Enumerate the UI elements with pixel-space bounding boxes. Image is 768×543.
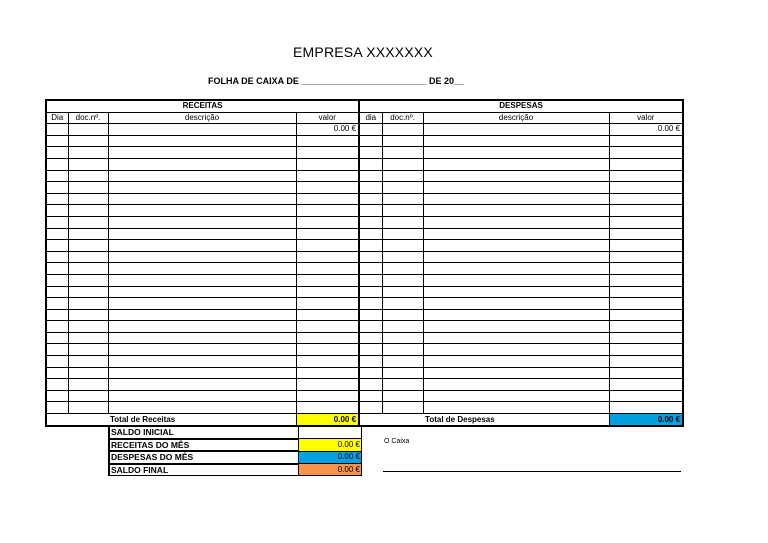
cell-input[interactable]	[382, 286, 423, 298]
table-row	[46, 170, 683, 182]
cell-input[interactable]	[382, 402, 423, 414]
cell-input[interactable]	[68, 367, 108, 379]
table-row	[46, 124, 683, 136]
despesas-mes-value: 0.00 €	[299, 451, 362, 464]
receitas-mes-value: 0.00 €	[299, 439, 362, 452]
cell-input[interactable]	[382, 124, 423, 136]
cell-input[interactable]	[423, 182, 609, 194]
table-row	[46, 274, 683, 286]
cell-input[interactable]	[359, 356, 382, 368]
cell-input[interactable]	[296, 309, 359, 321]
cell-input[interactable]	[382, 147, 423, 159]
cell-input[interactable]	[359, 402, 382, 414]
total-spacer	[359, 414, 382, 427]
cell-input[interactable]	[68, 205, 108, 217]
cell-input[interactable]	[46, 124, 68, 136]
cell-input[interactable]	[68, 379, 108, 391]
cell-input[interactable]	[359, 170, 382, 182]
cell-input[interactable]	[108, 251, 296, 263]
cell-input[interactable]	[46, 332, 68, 344]
cell-input[interactable]	[68, 251, 108, 263]
cell-input[interactable]	[46, 321, 68, 333]
cell-input[interactable]	[46, 158, 68, 170]
cell-input[interactable]	[609, 367, 683, 379]
cell-input[interactable]	[68, 286, 108, 298]
table-row	[46, 193, 683, 205]
table-row	[46, 216, 683, 228]
cash-ledger-table	[45, 99, 684, 427]
cell-input[interactable]	[382, 135, 423, 147]
cell-input[interactable]	[108, 379, 296, 391]
cell-input[interactable]	[296, 298, 359, 310]
cell-input[interactable]	[382, 379, 423, 391]
table-row	[46, 251, 683, 263]
cell-input[interactable]	[46, 356, 68, 368]
cell-input[interactable]	[46, 390, 68, 402]
cell-input[interactable]	[46, 182, 68, 194]
cell-input[interactable]	[423, 205, 609, 217]
cell-input[interactable]	[359, 332, 382, 344]
cell-input[interactable]	[46, 402, 68, 414]
saldo-inicial-label: SALDO INICIAL	[109, 426, 299, 439]
cell-input[interactable]	[609, 390, 683, 402]
cell-input[interactable]	[359, 367, 382, 379]
cell-input[interactable]	[359, 135, 382, 147]
table-row	[46, 240, 683, 252]
cell-input[interactable]	[609, 402, 683, 414]
cell-input[interactable]	[423, 321, 609, 333]
cell-input[interactable]	[359, 379, 382, 391]
cell-input[interactable]	[296, 228, 359, 240]
receitas-header: RECEITAS	[46, 100, 359, 112]
table-row	[46, 298, 683, 310]
cell-input[interactable]	[359, 321, 382, 333]
cell-input[interactable]	[382, 182, 423, 194]
cell-input[interactable]	[423, 298, 609, 310]
cell-input[interactable]	[108, 367, 296, 379]
cell-input[interactable]	[359, 158, 382, 170]
cell-input[interactable]	[68, 170, 108, 182]
cell-input[interactable]	[46, 205, 68, 217]
cell-input[interactable]	[68, 182, 108, 194]
cell-input[interactable]	[68, 344, 108, 356]
cell-input[interactable]	[382, 356, 423, 368]
cell-input[interactable]	[359, 124, 382, 136]
cell-input[interactable]	[359, 298, 382, 310]
company-title: EMPRESA XXXXXXX	[293, 44, 433, 60]
cell-input[interactable]	[609, 332, 683, 344]
cell-input[interactable]	[296, 332, 359, 344]
cell-input[interactable]	[359, 193, 382, 205]
col-receitas-dia: Dia	[46, 112, 68, 124]
saldo-inicial-value[interactable]	[299, 426, 362, 439]
cell-input[interactable]	[609, 158, 683, 170]
cell-input[interactable]	[382, 367, 423, 379]
cell-input[interactable]	[359, 205, 382, 217]
table-row	[46, 390, 683, 402]
despesas-total-label: Total de Despesas	[423, 414, 609, 427]
cell-input[interactable]	[46, 286, 68, 298]
cell-input[interactable]	[609, 379, 683, 391]
cell-input[interactable]	[46, 193, 68, 205]
cell-input[interactable]	[382, 321, 423, 333]
cell-input[interactable]	[359, 286, 382, 298]
cell-input[interactable]	[382, 390, 423, 402]
cell-input[interactable]	[382, 205, 423, 217]
cell-input[interactable]	[68, 216, 108, 228]
cell-input[interactable]	[46, 309, 68, 321]
despesas-header: DESPESAS	[359, 100, 683, 112]
cell-input[interactable]	[423, 390, 609, 402]
cell-input[interactable]	[359, 216, 382, 228]
cell-input[interactable]	[609, 298, 683, 310]
cell-input[interactable]	[68, 390, 108, 402]
cell-input[interactable]	[46, 274, 68, 286]
cell-input[interactable]	[609, 216, 683, 228]
cell-input[interactable]	[108, 205, 296, 217]
cell-input[interactable]	[359, 147, 382, 159]
saldo-final-label: SALDO FINAL	[109, 464, 299, 476]
cell-input[interactable]	[296, 240, 359, 252]
cell-input[interactable]	[423, 356, 609, 368]
col-receitas-valor: valor	[296, 112, 359, 124]
cell-input[interactable]	[423, 170, 609, 182]
col-despesas-dia: dia	[359, 112, 382, 124]
cell-input[interactable]	[296, 344, 359, 356]
cell-input[interactable]	[382, 193, 423, 205]
table-row	[46, 205, 683, 217]
cell-input[interactable]	[423, 193, 609, 205]
cell-input[interactable]	[296, 274, 359, 286]
receitas-mes-label: RECEITAS DO MÊS	[109, 439, 299, 452]
cell-input[interactable]	[46, 170, 68, 182]
cell-input[interactable]	[46, 135, 68, 147]
cell-input[interactable]	[296, 135, 359, 147]
cell-input[interactable]	[108, 332, 296, 344]
cell-input[interactable]	[68, 263, 108, 275]
cell-input[interactable]	[423, 216, 609, 228]
cell-input[interactable]	[359, 309, 382, 321]
cell-input[interactable]	[423, 344, 609, 356]
cell-input[interactable]	[296, 367, 359, 379]
cell-input[interactable]	[68, 193, 108, 205]
cell-input[interactable]	[108, 263, 296, 275]
table-row	[46, 321, 683, 333]
cell-input[interactable]	[359, 263, 382, 275]
cell-input[interactable]	[68, 135, 108, 147]
cell-input[interactable]	[423, 228, 609, 240]
cell-input[interactable]	[108, 402, 296, 414]
cell-input[interactable]	[609, 344, 683, 356]
cell-input[interactable]	[609, 274, 683, 286]
cell-input[interactable]	[108, 274, 296, 286]
table-row	[46, 158, 683, 170]
cell-input[interactable]	[108, 193, 296, 205]
cell-input[interactable]	[108, 356, 296, 368]
cell-input[interactable]	[296, 205, 359, 217]
cell-input[interactable]	[382, 344, 423, 356]
cell-input[interactable]	[68, 356, 108, 368]
col-receitas-doc: doc.nº.	[68, 112, 108, 124]
cell-input[interactable]	[382, 170, 423, 182]
cell-input[interactable]	[46, 251, 68, 263]
cell-input[interactable]	[46, 228, 68, 240]
cell-input[interactable]	[382, 298, 423, 310]
table-row	[46, 228, 683, 240]
table-row	[46, 309, 683, 321]
despesas-first-value[interactable]: 0.00 €	[609, 124, 683, 136]
cell-input[interactable]	[359, 390, 382, 402]
despesas-mes-label: DESPESAS DO MÊS	[109, 451, 299, 464]
cell-input[interactable]	[423, 379, 609, 391]
cell-input[interactable]	[423, 158, 609, 170]
total-spacer	[68, 414, 108, 427]
cell-input[interactable]	[108, 158, 296, 170]
receitas-total-value: 0.00 €	[296, 414, 359, 427]
cell-input[interactable]	[609, 193, 683, 205]
cell-input[interactable]	[68, 274, 108, 286]
col-despesas-descricao: descrição	[423, 112, 609, 124]
cell-input[interactable]	[609, 251, 683, 263]
cell-input[interactable]	[423, 263, 609, 275]
sheet-subtitle: FOLHA DE CAIXA DE _________________________ DE 20__	[208, 76, 464, 86]
table-row	[46, 147, 683, 159]
table-row	[46, 379, 683, 391]
cell-input[interactable]	[423, 147, 609, 159]
cell-input[interactable]	[296, 321, 359, 333]
cell-input[interactable]	[359, 228, 382, 240]
cell-input[interactable]	[609, 170, 683, 182]
cell-input[interactable]	[609, 263, 683, 275]
table-row	[46, 344, 683, 356]
col-receitas-descricao: descrição	[108, 112, 296, 124]
summary-table	[108, 425, 362, 476]
cell-input[interactable]	[296, 379, 359, 391]
table-row	[46, 402, 683, 414]
cell-input[interactable]	[382, 240, 423, 252]
cell-input[interactable]	[68, 240, 108, 252]
cell-input[interactable]	[108, 286, 296, 298]
cell-input[interactable]	[609, 240, 683, 252]
cell-input[interactable]	[296, 390, 359, 402]
cell-input[interactable]	[609, 135, 683, 147]
cell-input[interactable]	[296, 402, 359, 414]
cell-input[interactable]	[46, 263, 68, 275]
cell-input[interactable]	[68, 298, 108, 310]
col-despesas-valor: valor	[609, 112, 683, 124]
despesas-total-value: 0.00 €	[609, 414, 683, 427]
cell-input[interactable]	[423, 135, 609, 147]
cell-input[interactable]	[108, 182, 296, 194]
cell-input[interactable]	[423, 251, 609, 263]
cell-input[interactable]	[382, 158, 423, 170]
cell-input[interactable]	[108, 124, 296, 136]
cell-input[interactable]	[609, 309, 683, 321]
cell-input[interactable]	[423, 367, 609, 379]
cell-input[interactable]	[296, 286, 359, 298]
cell-input[interactable]	[46, 216, 68, 228]
cell-input[interactable]	[296, 193, 359, 205]
cell-input[interactable]	[609, 286, 683, 298]
cell-input[interactable]	[108, 309, 296, 321]
cell-input[interactable]	[108, 298, 296, 310]
table-row	[46, 356, 683, 368]
cell-input[interactable]	[108, 170, 296, 182]
cell-input[interactable]	[68, 147, 108, 159]
cell-input[interactable]	[108, 147, 296, 159]
cell-input[interactable]	[609, 147, 683, 159]
cell-input[interactable]	[359, 240, 382, 252]
cell-input[interactable]	[382, 309, 423, 321]
cell-input[interactable]	[382, 228, 423, 240]
cell-input[interactable]	[296, 216, 359, 228]
cell-input[interactable]	[359, 344, 382, 356]
cell-input[interactable]	[296, 147, 359, 159]
table-row	[46, 367, 683, 379]
cell-input[interactable]	[46, 147, 68, 159]
cell-input[interactable]	[68, 402, 108, 414]
table-row	[46, 182, 683, 194]
cell-input[interactable]	[609, 205, 683, 217]
total-spacer	[382, 414, 423, 427]
cell-input[interactable]	[609, 228, 683, 240]
cell-input[interactable]	[609, 321, 683, 333]
cell-input[interactable]	[108, 228, 296, 240]
table-row	[46, 263, 683, 275]
total-spacer	[46, 414, 68, 427]
cell-input[interactable]	[108, 390, 296, 402]
cell-input[interactable]	[423, 402, 609, 414]
cell-input[interactable]	[423, 240, 609, 252]
cell-input[interactable]	[296, 356, 359, 368]
cell-input[interactable]	[423, 332, 609, 344]
cell-input[interactable]	[609, 182, 683, 194]
cell-input[interactable]	[609, 356, 683, 368]
cell-input[interactable]	[296, 251, 359, 263]
table-row	[46, 286, 683, 298]
cell-input[interactable]	[46, 367, 68, 379]
cell-input[interactable]	[46, 298, 68, 310]
cell-input[interactable]	[382, 332, 423, 344]
cell-input[interactable]	[68, 228, 108, 240]
cell-input[interactable]	[359, 274, 382, 286]
cell-input[interactable]	[423, 124, 609, 136]
cell-input[interactable]	[296, 170, 359, 182]
cell-input[interactable]	[108, 216, 296, 228]
cell-input[interactable]	[68, 158, 108, 170]
cell-input[interactable]	[296, 263, 359, 275]
receitas-total-label: Total de Receitas	[108, 414, 296, 427]
signature-line	[383, 471, 681, 472]
cell-input[interactable]	[68, 332, 108, 344]
cell-input[interactable]	[108, 240, 296, 252]
cell-input[interactable]	[296, 158, 359, 170]
cell-input[interactable]	[382, 274, 423, 286]
cell-input[interactable]	[46, 379, 68, 391]
table-row	[46, 332, 683, 344]
cell-input[interactable]	[382, 263, 423, 275]
cell-input[interactable]	[68, 321, 108, 333]
cell-input[interactable]	[108, 321, 296, 333]
cell-input[interactable]	[423, 286, 609, 298]
cell-input[interactable]	[359, 251, 382, 263]
cell-input[interactable]	[108, 344, 296, 356]
cell-input[interactable]	[296, 182, 359, 194]
col-despesas-doc: doc.nº.	[382, 112, 423, 124]
cell-input[interactable]	[46, 344, 68, 356]
cell-input[interactable]	[423, 309, 609, 321]
cell-input[interactable]	[382, 216, 423, 228]
signature-label: O Caixa	[384, 438, 410, 445]
cell-input[interactable]	[108, 135, 296, 147]
saldo-final-value: 0.00 €	[299, 464, 362, 476]
cell-input[interactable]	[46, 240, 68, 252]
cell-input[interactable]	[68, 124, 108, 136]
table-row	[46, 135, 683, 147]
cell-input[interactable]	[359, 182, 382, 194]
cell-input[interactable]	[68, 309, 108, 321]
receitas-first-value[interactable]: 0.00 €	[296, 124, 359, 136]
cell-input[interactable]	[382, 251, 423, 263]
cell-input[interactable]	[423, 274, 609, 286]
